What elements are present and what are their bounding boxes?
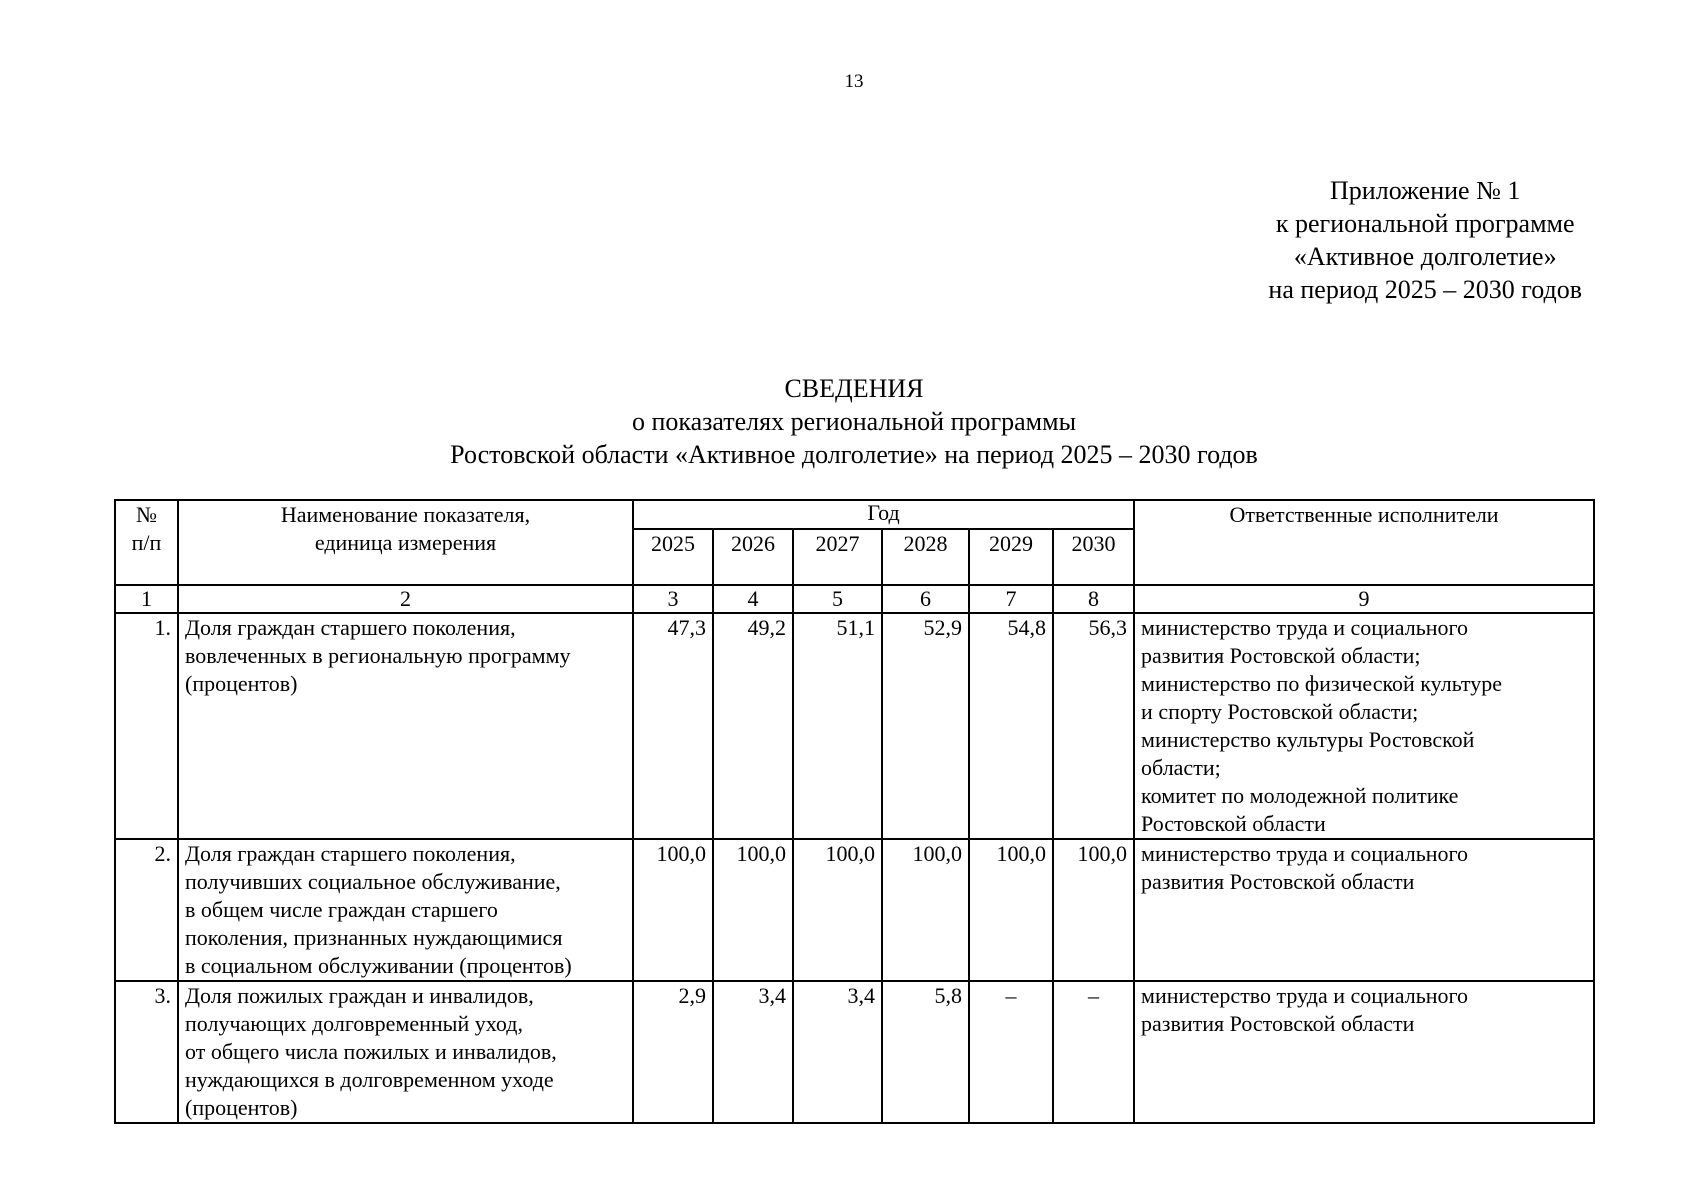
header-year: 2030: [1053, 529, 1134, 585]
value-2028: 52,9: [882, 613, 969, 839]
header-year: 2027: [793, 529, 882, 585]
column-number: 9: [1134, 585, 1594, 613]
value-2030: 56,3: [1053, 613, 1134, 839]
appendix-note: [1268, 174, 1582, 306]
responsible-executors: министерство труда и социального развития Ростовской области: [1134, 981, 1594, 1123]
header-year-group: Год: [633, 500, 1134, 529]
column-number: 2: [178, 585, 633, 613]
value-2025: 2,9: [633, 981, 713, 1123]
header-responsible: Ответственные исполнители: [1134, 500, 1594, 585]
column-number-row: [115, 585, 1594, 613]
column-number: 8: [1053, 585, 1134, 613]
header-indicator-name: Наименование показателя, единица измерения: [178, 500, 633, 585]
value-2030: –: [1053, 981, 1134, 1123]
title-line-3: Ростовской области «Активное долголетие» на период 2025 – 2030 годов: [450, 440, 1258, 469]
indicator-name: Доля пожилых граждан и инвалидов, получающих долговременный уход, от общего числа пожилых и инвалидов, нуждающихся в долговременном уходе (процентов): [178, 981, 633, 1123]
row-number: 2.: [115, 839, 178, 981]
column-number: 5: [793, 585, 882, 613]
page-number: 13: [844, 71, 864, 92]
value-2030: 100,0: [1053, 839, 1134, 981]
header-number: № п/п: [115, 500, 178, 585]
value-2029: 100,0: [969, 839, 1053, 981]
value-2027: 51,1: [793, 613, 882, 839]
value-2026: 3,4: [713, 981, 793, 1123]
value-2028: 5,8: [882, 981, 969, 1123]
value-2027: 3,4: [793, 981, 882, 1123]
appendix-line: к региональной программе: [1275, 209, 1575, 238]
appendix-line: на период 2025 – 2030 годов: [1268, 275, 1582, 304]
value-2026: 100,0: [713, 839, 793, 981]
value-2025: 100,0: [633, 839, 713, 981]
header-year: 2025: [633, 529, 713, 585]
responsible-executors: министерство труда и социального развития Ростовской области; министерство по физической культуре и спорту Ростовской области; министерство культуры Ростовской области; комитет по молодежной политике Ростовской области: [1134, 613, 1594, 839]
indicator-name: Доля граждан старшего поколения, получивших социальное обслуживание, в общем числе граждан старшего поколения, признанных нуждающимися в социальном обслуживании (процентов): [178, 839, 633, 981]
column-number: 7: [969, 585, 1053, 613]
title-line-1: СВЕДЕНИЯ: [784, 374, 924, 403]
column-number: 4: [713, 585, 793, 613]
appendix-line: Приложение № 1: [1330, 176, 1521, 205]
table-row: [115, 839, 1594, 981]
responsible-executors: министерство труда и социального развития Ростовской области: [1134, 839, 1594, 981]
value-2026: 49,2: [713, 613, 793, 839]
header-year: 2029: [969, 529, 1053, 585]
table-row: [115, 613, 1594, 839]
indicators-table: [114, 499, 1595, 1124]
indicator-name: Доля граждан старшего поколения, вовлеченных в региональную программу (процентов): [178, 613, 633, 839]
value-2029: 54,8: [969, 613, 1053, 839]
row-number: 1.: [115, 613, 178, 839]
header-year: 2028: [882, 529, 969, 585]
row-number: 3.: [115, 981, 178, 1123]
table-row: [115, 981, 1594, 1123]
value-2028: 100,0: [882, 839, 969, 981]
value-2029: –: [969, 981, 1053, 1123]
column-number: 6: [882, 585, 969, 613]
column-number: 1: [115, 585, 178, 613]
column-number: 3: [633, 585, 713, 613]
value-2025: 47,3: [633, 613, 713, 839]
document-title: [0, 372, 1698, 471]
title-line-2: о показателях региональной программы: [631, 407, 1077, 436]
appendix-line: «Активное долголетие»: [1293, 242, 1557, 271]
header-year: 2026: [713, 529, 793, 585]
value-2027: 100,0: [793, 839, 882, 981]
